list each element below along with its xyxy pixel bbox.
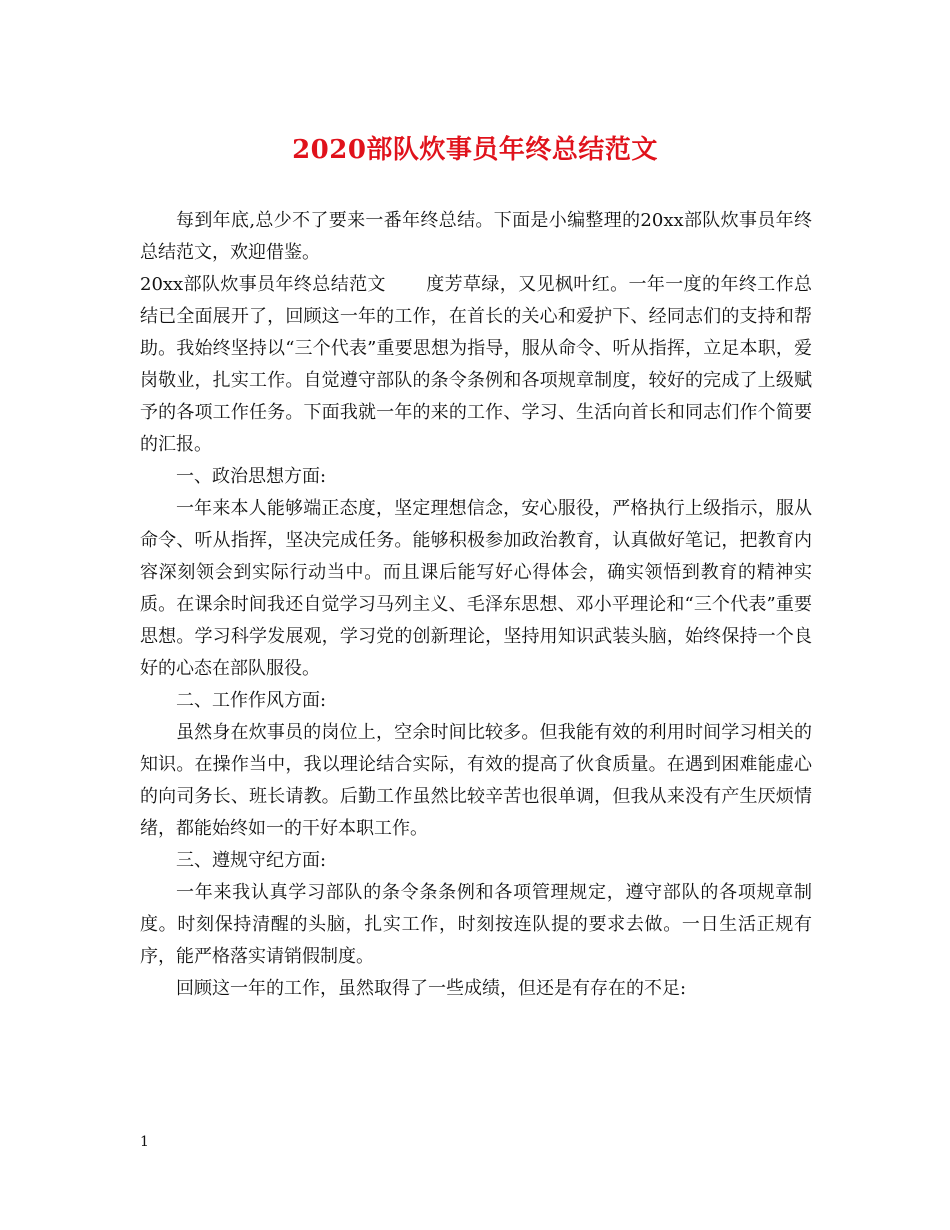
summary-paragraph [140,269,812,461]
section-heading-work-style: 二、工作作风方面: [176,690,327,711]
discipline-paragraph: 一年来我认真学习部队的条令条条例和各项管理规定，遵守部队的各项规章制度。时刻保持清醒的头脑，扎实工作，时刻按连队提的要求去做。一日生活正规有序，能严格落实请销假制度。 [140,882,812,967]
politics-paragraph: 一年来本人能够端正态度，坚定理想信念，安心服役，严格执行上级指示，服从命令、听从指挥，坚决完成任务。能够积极参加政治教育，认真做好笔记，把教育内容深刻领会到实际行动当中。而且课后能写好心得体会，确实领悟到教育的精神实质。在课余时间我还自觉学习马列主义、毛泽东思想、邓小平理论和“三个代表”重要思想。学习科学发展观，学习党的创新理论，坚持用知识武装头脑，始终保持一个良好的心态在部队服役。 [140,498,812,679]
summary-text: 度芳草绿，又见枫叶红。一年一度的年终工作总结已全面展开了，回顾这一年的工作，在首长的关心和爱护下、经同志们的支持和帮助。我始终坚持以“三个代表”重要思想为指导，服从命令、听从指挥，立足本职，爱岗敬业，扎实工作。自觉遵守部队的条令条例和各项规章制度，较好的完成了上级赋予的各项工作任务。下面我就一年的来的工作、学习、生活向首长和同志们作个简要的汇报。 [140,274,812,455]
document-title: 2020部队炊事员年终总结范文 [292,135,658,165]
review-paragraph: 回顾这一年的工作，虽然取得了一些成绩，但还是有存在的不足: [176,978,687,999]
section-heading-discipline: 三、遵规守纪方面: [176,850,327,871]
section-heading-politics: 一、政治思想方面: [176,466,327,487]
work-style-paragraph: 虽然身在炊事员的岗位上，空余时间比较多。但我能有效的利用时间学习相关的知识。在操作当中，我以理论结合实际，有效的提高了伙食质量。在遇到困难能虚心的向司务长、班长请教。后勤工作虽然比较辛苦也很单调，但我从来没有产生厌烦情绪，都能始终如一的干好本职工作。 [140,722,812,839]
summary-lead: 20xx部队炊事员年终总结范文 [140,274,386,295]
page-number: 1 [140,1134,149,1150]
intro-paragraph: 每到年底,总少不了要来一番年终总结。下面是小编整理的20xx部队炊事员年终总结范文，欢迎借鉴。 [140,210,812,263]
document-body [140,205,812,1005]
